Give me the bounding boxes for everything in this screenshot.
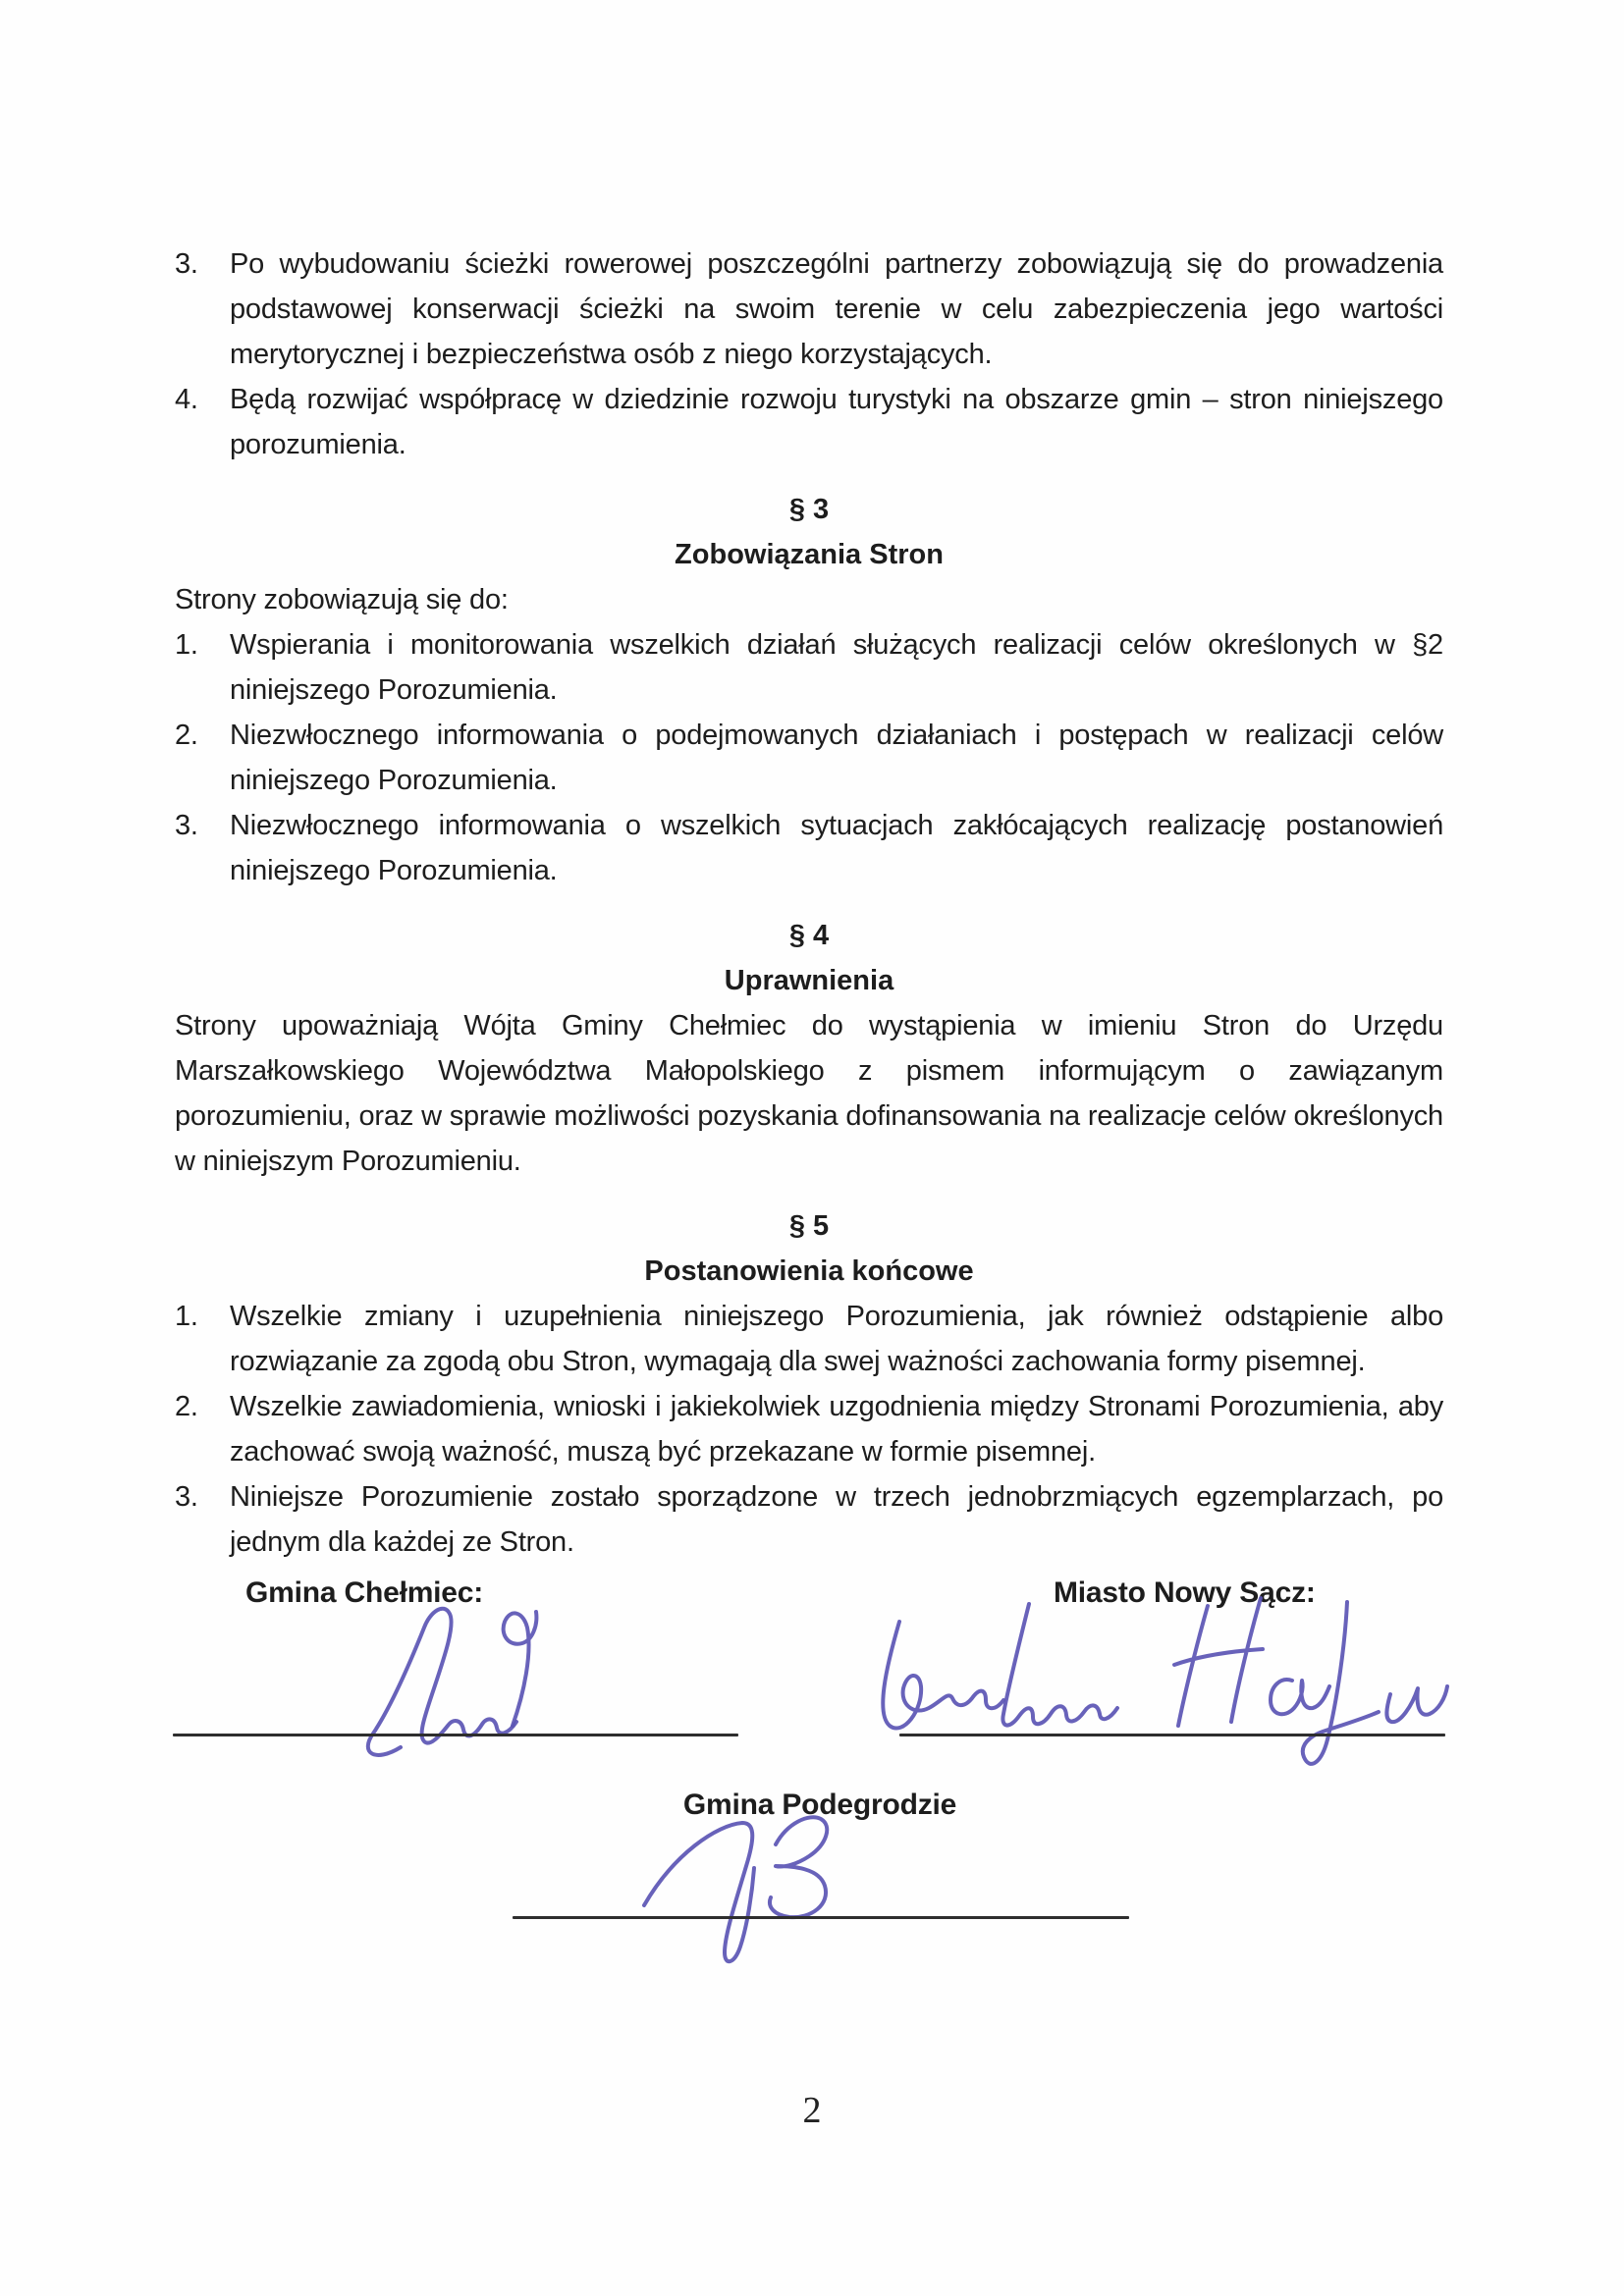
list-item-number: 2. [175, 720, 198, 751]
list-item-text: Niniejsze Porozumienie zostało sporządzone w trzech jednobrzmiących egzemplarzach, po jednym dla każdej ze Stron. [230, 1481, 1443, 1558]
section-title: Postanowienia końcowe [644, 1255, 974, 1287]
list-item [175, 1294, 1443, 1384]
section-4 [175, 913, 1443, 1184]
signature-line-bottom [513, 1916, 1129, 1919]
signature-line-right [899, 1734, 1445, 1736]
signature-label-miasto-nowy-sacz: Miasto Nowy Sącz: [1054, 1576, 1316, 1609]
section-mark: § 5 [788, 1210, 830, 1242]
list-item-text: Po wybudowaniu ścieżki rowerowej poszczególni partnerzy zobowiązują się do prowadzenia podstawowej konserwacji ścieżki na swoim terenie w celu zabezpieczenia jego wartości merytorycznej i bezpieczeństwa osób z niego korzystających. [230, 248, 1443, 370]
list-item-text: Będą rozwijać współpracę w dziedzinie rozwoju turystyki na obszarze gmin – stron niniejszego porozumienia. [230, 384, 1443, 460]
list-item-number: 3. [175, 810, 198, 841]
list-item [175, 1384, 1443, 1474]
list-item-text: Niezwłocznego informowania o wszelkich sytuacjach zakłócających realizację postanowień niniejszego Porozumienia. [230, 810, 1443, 886]
section-3 [175, 487, 1443, 893]
list-item [175, 1474, 1443, 1565]
signature-label-gmina-chelmiec: Gmina Chełmiec: [245, 1576, 484, 1609]
list-item [175, 241, 1443, 377]
handwritten-signature-chelmiec [314, 1590, 609, 1767]
handwritten-signature-nowy-sacz [864, 1578, 1492, 1775]
list-item [175, 713, 1443, 803]
list-item-number: 2. [175, 1391, 198, 1422]
list-item [175, 622, 1443, 713]
list-item-number: 3. [175, 1481, 198, 1513]
section-title: Zobowiązania Stron [675, 539, 944, 570]
list-item-number: 4. [175, 384, 198, 415]
list-item-text: Wspierania i monitorowania wszelkich działań służących realizacji celów określonych w §2 niniejszego Porozumienia. [230, 629, 1443, 706]
list-item-text: Wszelkie zmiany i uzupełnienia niniejszego Porozumienia, jak również odstąpienie albo rozwiązanie za zgodą obu Stron, wymagają dla swej ważności zachowania formy pisemnej. [230, 1301, 1443, 1377]
list-item-text: Wszelkie zawiadomienia, wnioski i jakiekolwiek uzgodnienia między Stronami Porozumienia, aby zachować swoją ważność, muszą być przekazane w formie pisemnej. [230, 1391, 1443, 1468]
list-item-number: 1. [175, 1301, 198, 1332]
signature-label-gmina-podegrodzie: Gmina Podegrodzie [682, 1789, 957, 1821]
signature-line-left [173, 1734, 738, 1736]
list-item-number: 3. [175, 248, 198, 280]
list-item-number: 1. [175, 629, 198, 661]
list-item-text: Niezwłocznego informowania o podejmowanych działaniach i postępach w realizacji celów niniejszego Porozumienia. [230, 720, 1443, 796]
section-lead: Strony zobowiązują się do: [175, 584, 509, 615]
section-mark: § 3 [788, 494, 830, 525]
page-number: 2 [802, 2090, 822, 2131]
handwritten-signature-podegrodzie [628, 1811, 943, 1973]
section-mark: § 4 [788, 920, 830, 951]
list-item [175, 377, 1443, 467]
section-5 [175, 1203, 1443, 1565]
section-title: Uprawnienia [724, 965, 894, 996]
list-item [175, 803, 1443, 893]
section-paragraph: Strony upoważniają Wójta Gminy Chełmiec do wystąpienia w imieniu Stron do Urzędu Marszałkowskiego Województwa Małopolskiego z pismem informującym o zawiązanym porozumieniu, oraz w sprawie możliwości pozyskania dofinansowania na realizacje celów określonych w niniejszym Porozumieniu. [175, 1010, 1443, 1177]
document-body [175, 241, 1443, 1565]
